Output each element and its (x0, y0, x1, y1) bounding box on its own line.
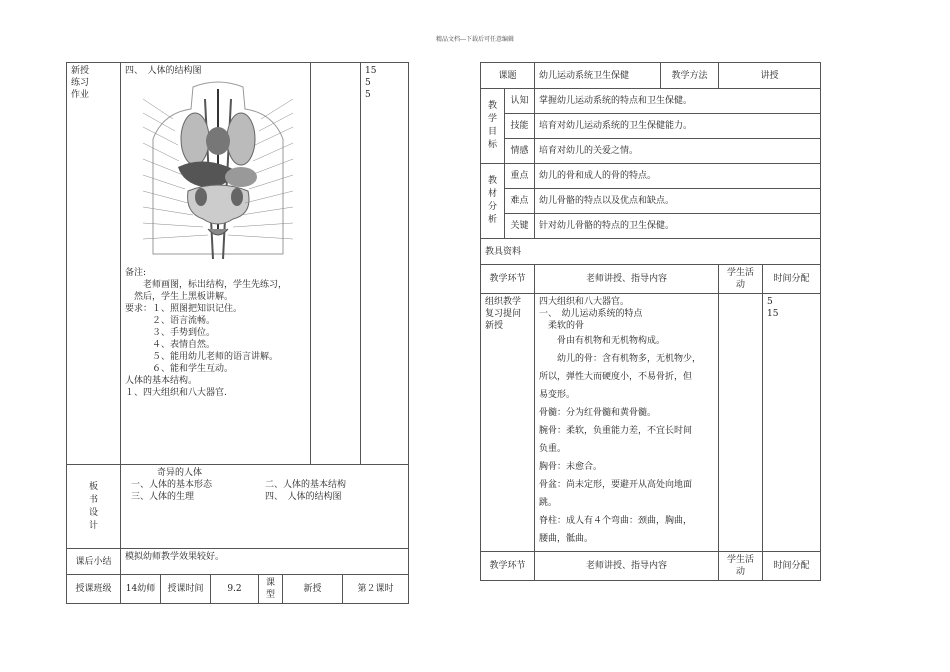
note-line: 备注: (125, 268, 147, 278)
content-line: 易变形。 (539, 390, 576, 400)
time-value: 9.2 (211, 575, 259, 604)
content-line: 跳。 (539, 498, 558, 508)
section-label: 新授 练习 作业 (67, 63, 121, 465)
content-line: 腕骨：柔软，负重能力差，不宜长时间 (539, 426, 693, 436)
board-item: 一、人体的基本形态 (131, 480, 213, 490)
topic-value: 幼儿运动系统卫生保健 (535, 63, 661, 89)
objective-text: 掌握幼儿运动系统的特点和卫生保健。 (535, 89, 821, 114)
period-value: 第２课时 (343, 575, 409, 604)
analysis-item-label: 难点 (505, 189, 535, 214)
content-line: 胸骨：未愈合。 (539, 462, 603, 472)
board-item: 二、人体的基本结构 (265, 480, 347, 490)
after-class-text: 模拟幼师教学效果较好。 (121, 549, 409, 575)
time-cell: 15 5 5 (361, 63, 409, 465)
content-line: 骨由有机物和无机物构成。 (539, 336, 666, 346)
note-line: ４、表情自然。 (125, 340, 216, 350)
objective-text: 培育对幼儿运动系统的卫生保健能力。 (535, 114, 821, 139)
stage-labels: 组织教学 复习提问 新授 (481, 294, 535, 552)
page-header: 精品文档---下载后可任意编辑 (435, 36, 515, 43)
objectives-label: 教 学 目 标 (481, 89, 505, 164)
content-line: 腰曲，骶曲。 (539, 534, 594, 544)
col-content-header: 老师讲授、指导内容 (535, 552, 719, 581)
body-structure-diagram (133, 79, 303, 261)
col-activity-header: 学生活动 (719, 265, 763, 294)
class-value: 14幼师 (121, 575, 161, 604)
col-time-header: 时间分配 (763, 265, 821, 294)
col-stage-header: 教学环节 (481, 552, 535, 581)
board-design-label: 板 书 设 计 (67, 465, 121, 549)
analysis-item-label: 重点 (505, 164, 535, 189)
analysis-item-label: 关键 (505, 214, 535, 239)
board-item: 四、 人体的结构图 (265, 492, 342, 502)
col-time-header: 时间分配 (763, 552, 821, 581)
right-lesson-table (480, 62, 821, 581)
method-value: 讲授 (719, 63, 821, 89)
analysis-item-text: 幼儿的骨和成人的骨的特点。 (535, 164, 821, 189)
teaching-content (535, 294, 719, 552)
objective-label: 认知 (505, 89, 535, 114)
content-line: 骨髓：分为红骨髓和黄骨髓。 (539, 408, 657, 418)
note-line: ３、手势到位。 (125, 328, 216, 338)
note-line: ２、语言流畅。 (125, 316, 216, 326)
objective-label: 情感 (505, 139, 535, 164)
content-line: 一、 幼儿运动系统的特点 (539, 309, 643, 319)
col-content-header: 老师讲授、指导内容 (535, 265, 719, 294)
time-allocation-cell: 5 15 (763, 294, 821, 552)
class-label: 授课班级 (67, 575, 121, 604)
col-stage-header: 教学环节 (481, 265, 535, 294)
analysis-label: 教 材 分 析 (481, 164, 505, 239)
content-line: 负重。 (539, 444, 567, 454)
content-line: 所以，弹性大而硬度小，不易骨折，但 (539, 372, 693, 382)
note-line: 要求：１、照图把知识记住。 (125, 304, 243, 314)
method-label: 教学方法 (661, 63, 719, 89)
student-activity-cell (311, 63, 361, 465)
content-line: 骨盆：尚未定形，要避开从高处向地面 (539, 480, 693, 490)
type-label: 课型 (259, 575, 283, 604)
content-line: 脊柱：成人有４个弯曲：颈曲，胸曲， (539, 516, 693, 526)
note-line: 然后，学生上黑板讲解。 (125, 292, 234, 302)
note-line: ５、能用幼儿老师的语言讲解。 (125, 352, 279, 362)
analysis-item-text: 幼儿骨骼的特点以及优点和缺点。 (535, 189, 821, 214)
note-line: ６、能和学生互动。 (125, 364, 234, 374)
materials-label: 教具资料 (481, 239, 821, 265)
board-design-content (121, 465, 409, 549)
topic-label: 课题 (481, 63, 535, 89)
content-line: 幼儿的骨：含有机物多，无机物少， (539, 354, 702, 364)
board-title: 奇异的人体 (157, 468, 203, 478)
note-line: 老师画图，标出结构，学生先练习， (125, 280, 288, 290)
content-line: 柔软的骨 (539, 321, 585, 331)
student-activity-cell (719, 294, 763, 552)
note-line: １、四大组织和八大器官. (125, 388, 227, 398)
after-class-label: 课后小结 (67, 549, 121, 575)
analysis-item-text: 针对幼儿骨骼的特点的卫生保健。 (535, 214, 821, 239)
section-title: 四、 人体的结构图 (125, 66, 202, 76)
left-lesson-table (66, 62, 409, 604)
objective-label: 技能 (505, 114, 535, 139)
board-item: 三、人体的生理 (131, 492, 195, 502)
type-value: 新授 (283, 575, 343, 604)
col-activity-header: 学生活动 (719, 552, 763, 581)
objective-text: 培育对幼儿的关爱之情。 (535, 139, 821, 164)
content-line: 四大组织和八大器官。 (539, 297, 630, 307)
time-label: 授课时间 (161, 575, 211, 604)
section-content (121, 63, 311, 465)
note-line: 人体的基本结构。 (125, 376, 198, 386)
